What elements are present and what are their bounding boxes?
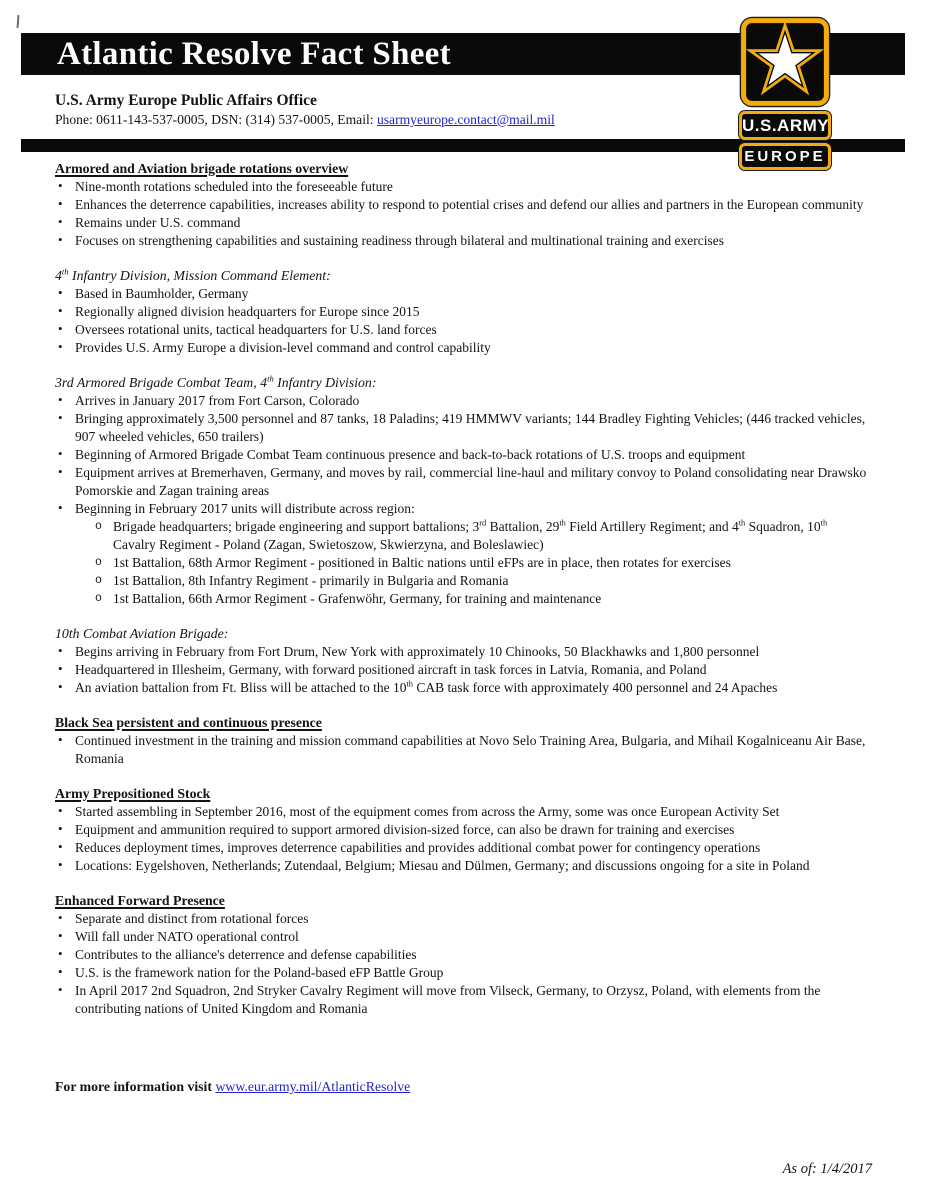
section-heading: Armored and Aviation brigade rotations overview: [55, 161, 349, 176]
bullet-marker: •: [58, 178, 63, 193]
section: [55, 625, 873, 697]
scan-edge-artifact: [17, 15, 20, 28]
bullet-text: Oversees rotational units, tactical headquarters for U.S. land forces: [75, 322, 437, 337]
bullet-item: [55, 679, 873, 697]
bullet-marker: •: [58, 928, 63, 943]
bullet-item: [55, 339, 873, 357]
bullet-item: [55, 803, 873, 821]
bullet-item: [55, 857, 873, 875]
bullet-marker: •: [58, 321, 63, 336]
bullet-item: [55, 643, 873, 661]
sub-bullet-item: [55, 554, 873, 572]
bullet-marker: •: [58, 857, 63, 872]
section-heading: Army Prepositioned Stock: [55, 786, 211, 801]
bullet-text: Arrives in January 2017 from Fort Carson, Colorado: [75, 393, 360, 408]
bullet-marker: •: [58, 732, 63, 747]
bullet-text: Begins arriving in February from Fort Drum, New York with approximately 10 Chinooks, 50 Blackhawks and 1,800 personnel: [75, 644, 760, 659]
bullet-item: [55, 964, 873, 982]
bullet-item: [55, 910, 873, 928]
section: [55, 267, 873, 357]
contact-text: Phone: 0611-143-537-0005, DSN: (314) 537-0005, Email:: [55, 112, 377, 127]
bullet-item: [55, 232, 873, 250]
bullet-text: An aviation battalion from Ft. Bliss will be attached to the 10th CAB task force with approximately 400 personnel and 24 Apaches: [75, 679, 778, 695]
bullet-item: [55, 839, 873, 857]
section-heading: 3rd Armored Brigade Combat Team, 4th Infantry Division:: [55, 373, 377, 390]
sub-bullet-item: [55, 572, 873, 590]
bullet-marker: o: [95, 556, 102, 569]
us-army-europe-logo: [739, 16, 831, 170]
as-of-date: As of: 1/4/2017: [782, 1161, 872, 1177]
bullet-text: Reduces deployment times, improves deterrence capabilities and provides additional combat power for contingency operations: [75, 840, 761, 855]
logo-europe-label: EUROPE: [739, 143, 831, 170]
bullet-marker: •: [58, 661, 63, 676]
us-army-star-icon: [739, 16, 831, 108]
content-sections: [55, 160, 873, 1035]
bullet-text: Nine-month rotations scheduled into the foreseeable future: [75, 179, 393, 194]
section: [55, 714, 873, 768]
bullet-marker: o: [95, 592, 102, 605]
logo-army-label: U.S.ARMY: [739, 111, 831, 140]
bullet-marker: •: [58, 821, 63, 836]
bullet-text: Bringing approximately 3,500 personnel and 87 tanks, 18 Paladins; 419 HMMWV variants; 144 Bradley Fighting Vehicles; (446 tracked vehicles, 907 wheeled vehicles, 650 trailers): [75, 411, 866, 444]
bullet-text: Headquartered in Illesheim, Germany, with forward positioned aircraft in task forces in Latvia, Romania, and Poland: [75, 662, 707, 677]
bullet-text: Brigade headquarters; brigade engineering and support battalions; 3rd Battalion, 29th Field Artillery Regiment; and 4th Squadron, 10th Cavalry Regiment - Poland (Zagan, Swietoszow, Skwierzyna, and Boleslawiec): [113, 518, 828, 552]
bullet-item: [55, 196, 873, 214]
bullet-text: Equipment and ammunition required to support armored division-sized force, can also be drawn for training and exercises: [75, 822, 735, 837]
bullet-item: [55, 500, 873, 518]
bullet-item: [55, 464, 873, 500]
bullet-marker: •: [58, 214, 63, 229]
footer-line: [55, 1079, 410, 1095]
bullet-text: Focuses on strengthening capabilities and sustaining readiness through bilateral and multinational training and exercises: [75, 233, 724, 248]
bullet-text: Will fall under NATO operational control: [75, 929, 299, 944]
bullet-text: Locations: Eygelshoven, Netherlands; Zutendaal, Belgium; Miesau and Dülmen, Germany; and discussions ongoing for a site in Poland: [75, 858, 810, 873]
bullet-marker: •: [58, 285, 63, 300]
bullet-text: Enhances the deterrence capabilities, increases ability to respond to potential crises and defend our allies and partners in the European community: [75, 197, 864, 212]
section-heading: 4th Infantry Division, Mission Command Element:: [55, 266, 331, 283]
bullet-item: [55, 946, 873, 964]
section: [55, 785, 873, 875]
bullet-text: Continued investment in the training and mission command capabilities at Novo Selo Training Area, Bulgaria, and Mihail Kogalniceanu Air Base, Romania: [75, 733, 866, 766]
bullet-text: Remains under U.S. command: [75, 215, 241, 230]
contact-email-link[interactable]: usarmyeurope.contact@mail.mil: [376, 112, 555, 127]
bullet-text: 1st Battalion, 66th Armor Regiment - Grafenwöhr, Germany, for training and maintenance: [113, 591, 602, 606]
bullet-marker: •: [58, 196, 63, 211]
bullet-item: [55, 392, 873, 410]
bullet-text: 1st Battalion, 8th Infantry Regiment - primarily in Bulgaria and Romania: [113, 573, 509, 588]
bullet-text: U.S. is the framework nation for the Poland-based eFP Battle Group: [75, 965, 444, 980]
bullet-marker: •: [58, 946, 63, 961]
bullet-item: [55, 982, 873, 1018]
bullet-marker: •: [58, 839, 63, 854]
section-heading: Enhanced Forward Presence: [55, 893, 225, 908]
bullet-text: Based in Baumholder, Germany: [75, 286, 249, 301]
bullet-text: Beginning in February 2017 units will distribute across region:: [75, 501, 415, 516]
bullet-marker: •: [58, 392, 63, 407]
bullet-text: Beginning of Armored Brigade Combat Team continuous presence and back-to-back rotations of U.S. troops and equipment: [75, 447, 746, 462]
bullet-text: Contributes to the alliance's deterrence and defense capabilities: [75, 947, 417, 962]
bullet-marker: o: [95, 520, 102, 533]
bullet-item: [55, 732, 873, 768]
bullet-item: [55, 178, 873, 196]
bullet-item: [55, 321, 873, 339]
bullet-marker: •: [58, 982, 63, 997]
bullet-item: [55, 214, 873, 232]
bullet-marker: •: [58, 910, 63, 925]
sub-bullet-item: [55, 590, 873, 608]
bullet-item: [55, 446, 873, 464]
bullet-marker: •: [58, 446, 63, 461]
bullet-marker: o: [95, 574, 102, 587]
bullet-text: Provides U.S. Army Europe a division-level command and control capability: [75, 340, 491, 355]
section: [55, 892, 873, 1018]
bullet-item: [55, 661, 873, 679]
bullet-item: [55, 410, 873, 446]
bullet-marker: •: [58, 232, 63, 247]
bullet-marker: •: [58, 303, 63, 318]
bullet-text: Started assembling in September 2016, most of the equipment comes from across the Army, some was once European Activity Set: [75, 804, 780, 819]
sub-bullet-item: [55, 518, 873, 554]
bullet-text: Separate and distinct from rotational forces: [75, 911, 309, 926]
bullet-item: [55, 303, 873, 321]
bullet-marker: •: [58, 679, 63, 694]
bullet-marker: •: [58, 803, 63, 818]
page-title: Atlantic Resolve Fact Sheet: [57, 35, 451, 72]
more-info-link[interactable]: www.eur.army.mil/AtlanticResolve: [215, 1079, 411, 1094]
office-name: U.S. Army Europe Public Affairs Office: [55, 92, 317, 109]
bullet-text: In April 2017 2nd Squadron, 2nd Stryker Cavalry Regiment will move from Vilseck, Germany, to Orzysz, Poland, with elements from the contributing nations of United Kingdom and Romania: [75, 983, 821, 1016]
bullet-marker: •: [58, 500, 63, 515]
bullet-marker: •: [58, 964, 63, 979]
contact-line: [55, 112, 555, 128]
bullet-item: [55, 285, 873, 303]
section-heading: Black Sea persistent and continuous presence: [55, 715, 322, 730]
section: [55, 160, 873, 250]
bullet-text: 1st Battalion, 68th Armor Regiment - positioned in Baltic nations until eFPs are in place, then rotates for exercises: [113, 555, 731, 570]
bullet-marker: •: [58, 464, 63, 479]
section-heading: 10th Combat Aviation Brigade:: [55, 626, 229, 641]
bullet-marker: •: [58, 410, 63, 425]
section: [55, 374, 873, 608]
footer-text: For more information visit: [55, 1079, 216, 1094]
bullet-item: [55, 928, 873, 946]
bullet-text: Equipment arrives at Bremerhaven, Germany, and moves by rail, commercial line-haul and military convoy to Poland consolidating near Drawsko Pomorskie and Zagan training areas: [75, 465, 867, 498]
bullet-marker: •: [58, 339, 63, 354]
bullet-text: Regionally aligned division headquarters for Europe since 2015: [75, 304, 420, 319]
bullet-marker: •: [58, 643, 63, 658]
bullet-item: [55, 821, 873, 839]
